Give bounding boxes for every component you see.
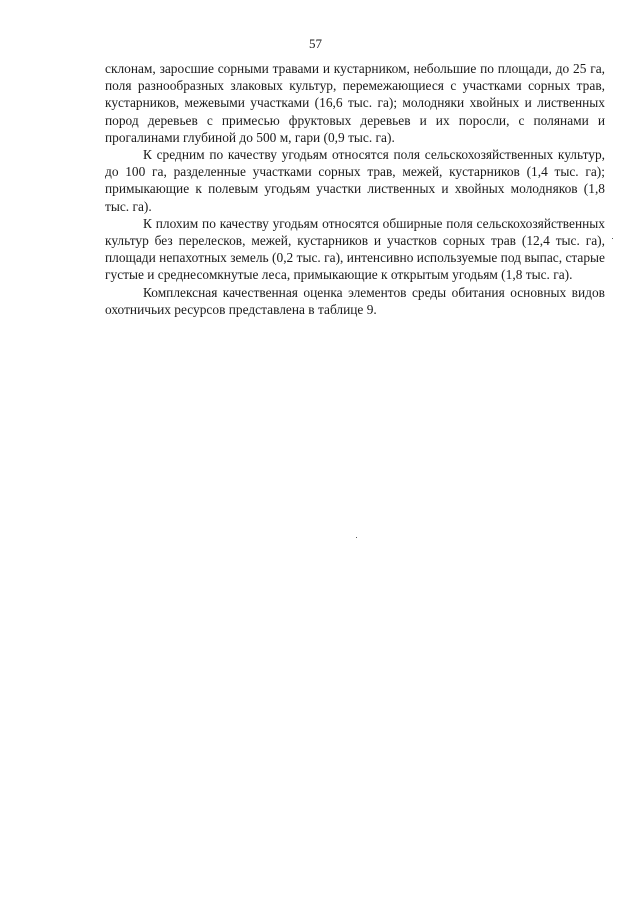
paragraph-poor-quality: К плохим по качеству угодьям относятся обширные поля сельскохозяйственных культур без перелесков, межей, кустарников и участков сорных трав (12,4 тыс. га), площади непахотных земель (0,2 тыс. га), интенсивно используемые под выпас, старые густые и среднесомкнутые леса, примыкающие к открытым угодьям (1,8 тыс. га).: [105, 215, 605, 283]
paragraph-continuation: склонам, заросшие сорными травами и кустарником, небольшие по площади, до 25 га, поля разнообразных злаковых культур, перемежающиеся с участками сорных трав, кустарников, межевыми участками (16,6 тыс. га); молодняки хвойных и лиственных пород деревьев с примесью фруктовых деревьев и их поросли, с полянами и прогалинами глубиной до 500 м, гари (0,9 тыс. га).: [105, 61, 605, 145]
scan-speck: [612, 238, 613, 239]
paragraph-medium-quality: К средним по качеству угодьям относятся поля сельскохозяйственных культур, до 100 га, разделенные участками сорных трав, межей, кустарников (1,4 тыс. га); примыкающие к полевым угодьям участки лиственных и хвойных молодняков (1,8 тыс. га).: [105, 147, 605, 214]
paragraph-complex-assessment: Комплексная качественная оценка элементов среды обитания основных видов охотничьих ресурсов представлена в таблице 9.: [105, 284, 605, 317]
document-body: [105, 60, 605, 318]
page-number: 57: [309, 36, 322, 51]
scan-speck: [356, 537, 357, 538]
